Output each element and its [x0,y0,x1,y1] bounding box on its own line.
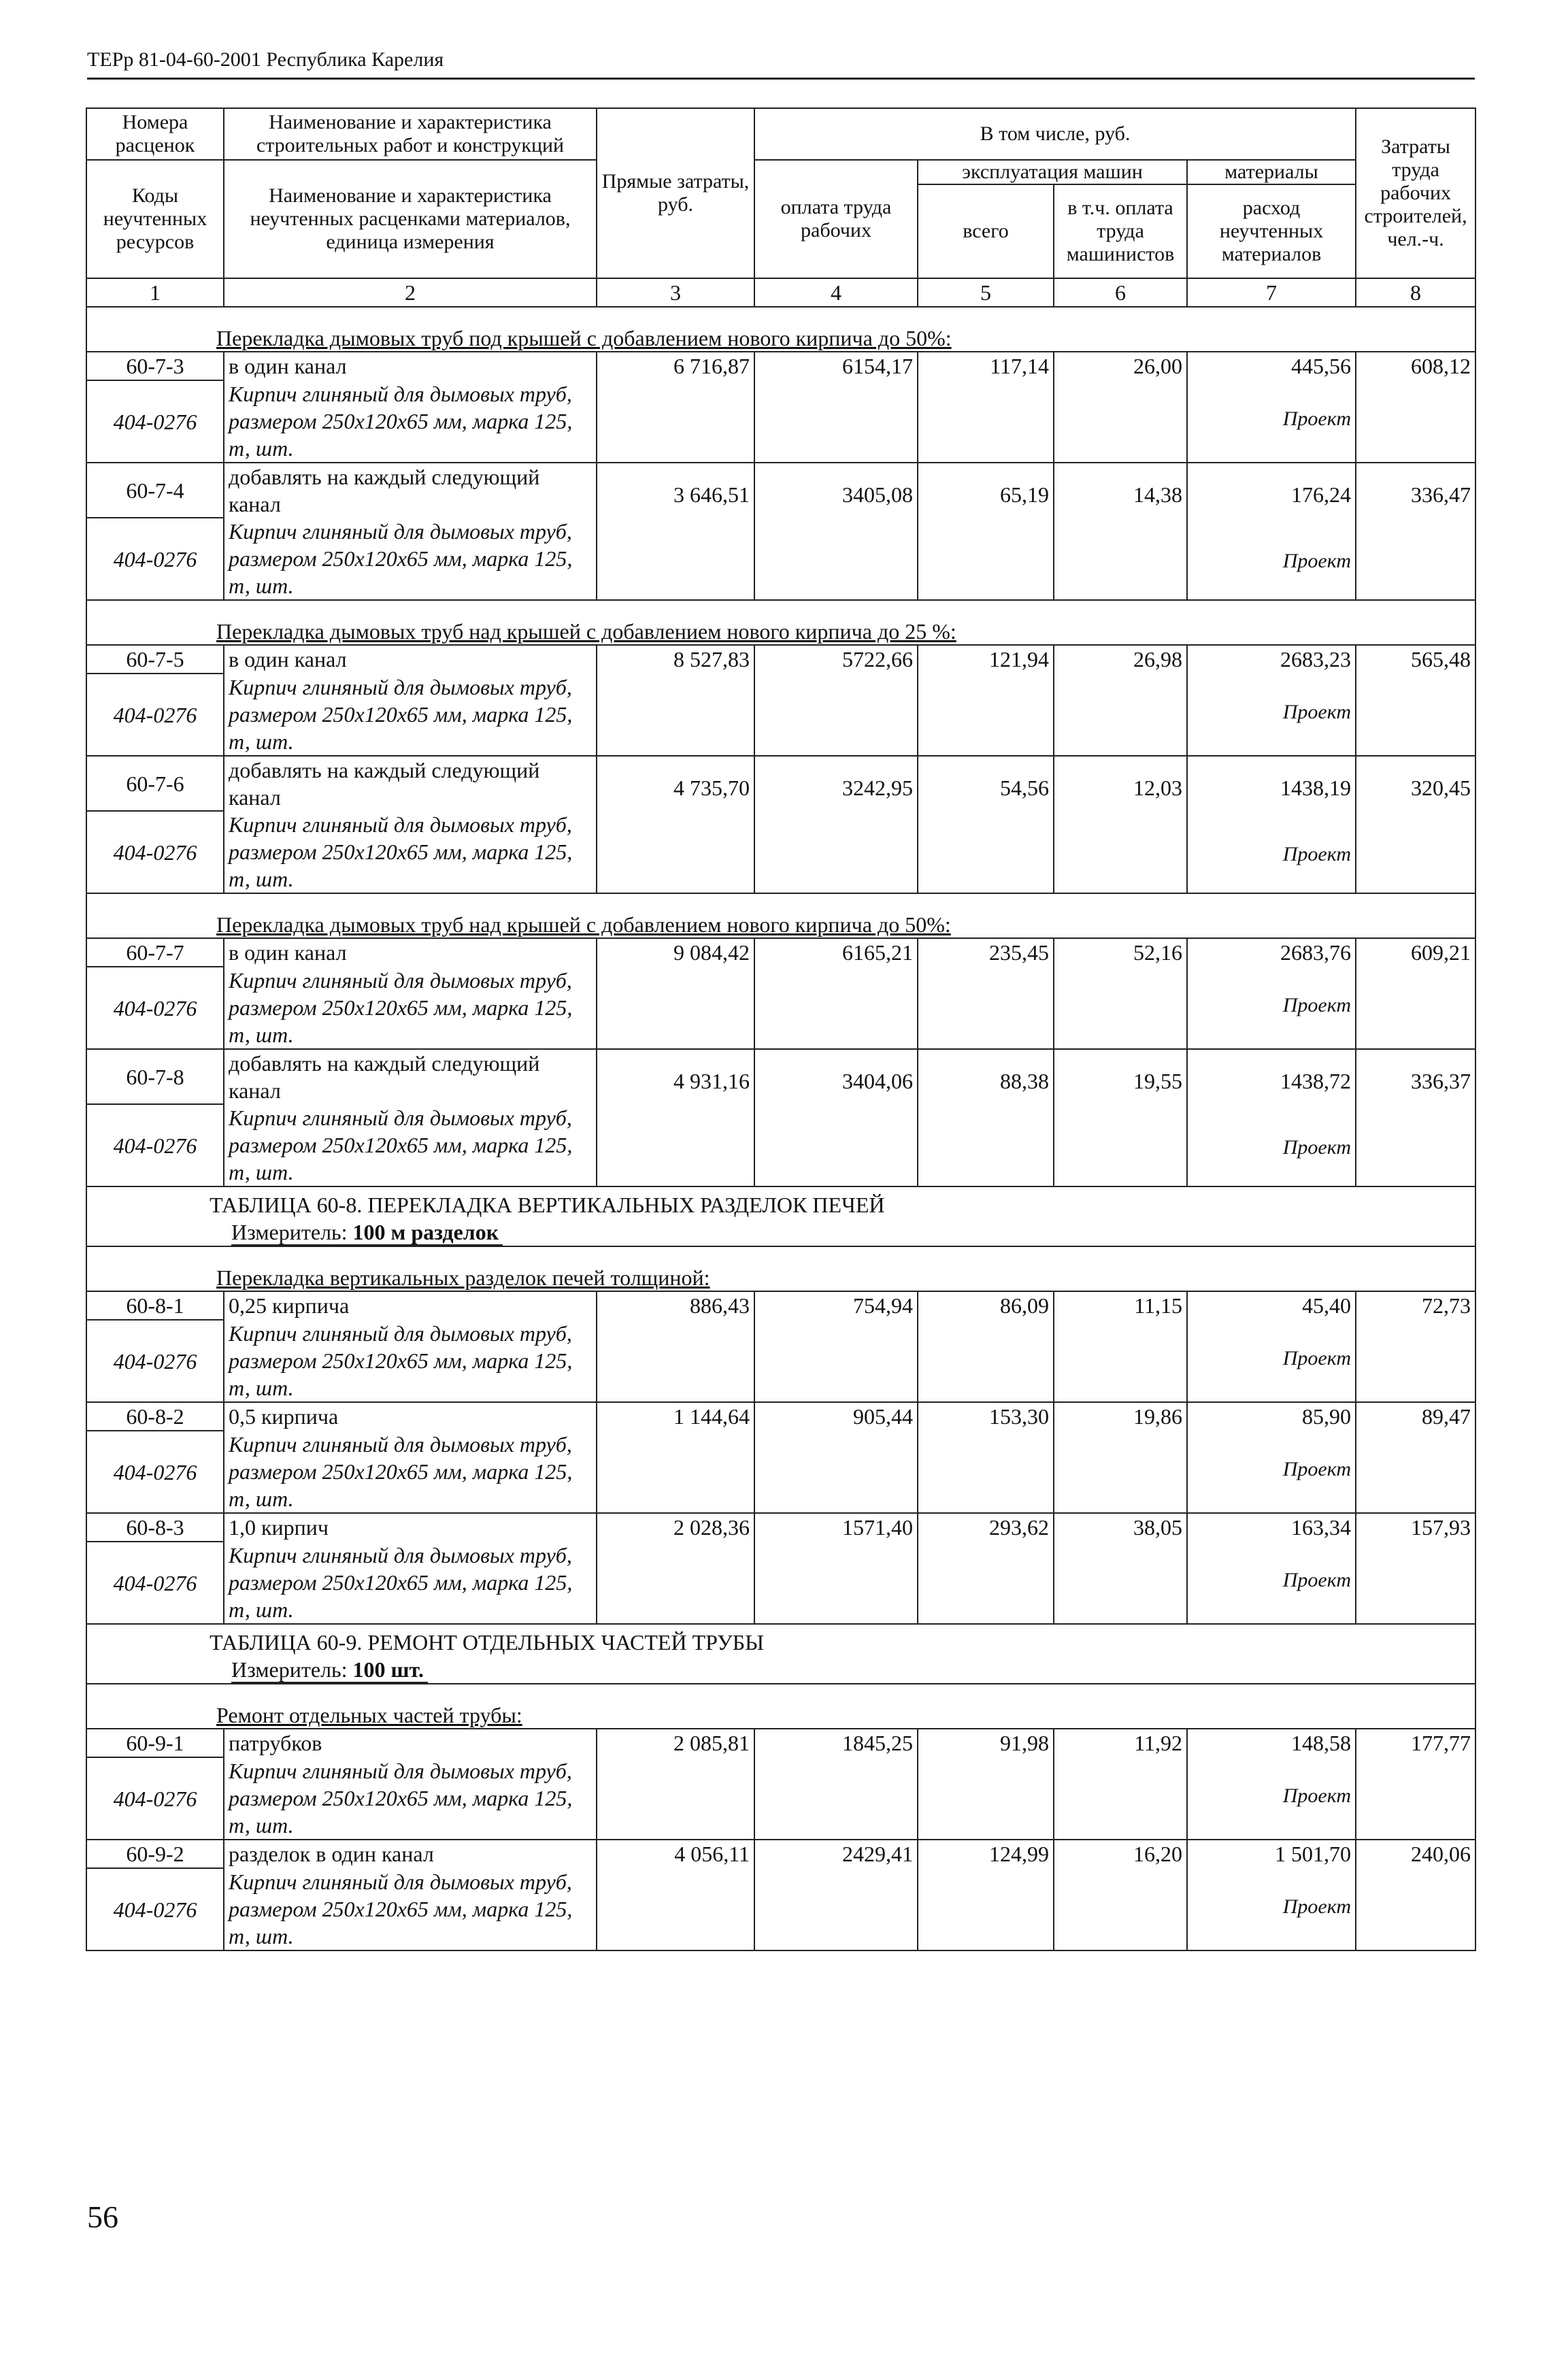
table-row [86,463,1475,518]
rates-table [86,107,1476,1951]
work-name: добавлять на каждый следующий канал [224,756,597,811]
labor-hours: 609,21 [1356,938,1475,1049]
direct-cost: 9 084,42 [597,938,754,1049]
machinist-labor-cost: 26,00 [1054,352,1187,463]
table-row [86,645,1475,674]
section-title-row [86,1684,1475,1729]
materials-cost-value: 1 501,70 [1275,1842,1352,1866]
direct-cost: 4 735,70 [597,756,754,893]
machinist-labor-cost: 38,05 [1054,1513,1187,1624]
work-name: добавлять на каждый следующий канал [224,1049,597,1104]
resource-code: 404-0276 [86,1431,224,1513]
materials-cost-value: 163,34 [1291,1515,1352,1540]
section-title-text: Перекладка дымовых труб под крышей с добавлением нового кирпича до 50%: [216,326,952,350]
col-header-3: Прямые затраты, руб. [597,108,754,278]
materials-cost-value: 1438,19 [1280,776,1352,800]
col-header-6: в т.ч. оплата труда машинистов [1054,184,1187,278]
work-name: патрубков [224,1729,597,1757]
rate-code: 60-9-1 [86,1729,224,1757]
section-title [86,307,1475,352]
work-name: 0,25 кирпича [224,1291,597,1320]
table-row [86,1840,1475,1868]
section-title-row [86,1246,1475,1291]
machine-cost: 54,56 [918,756,1054,893]
resource-description: Кирпич глиняный для дымовых труб, размером 250х120х65 мм, марка 125, т, шт. [224,811,597,893]
unaccounted-material-project: Проект [1282,843,1352,865]
labor-cost: 6154,17 [754,352,918,463]
resource-code: 404-0276 [86,380,224,463]
table-measure-row [86,1656,1475,1684]
direct-cost: 886,43 [597,1291,754,1402]
resource-code: 404-0276 [86,1320,224,1402]
rate-code: 60-7-8 [86,1049,224,1104]
rate-code: 60-7-6 [86,756,224,811]
materials-cost [1187,1049,1356,1186]
section-title [86,893,1475,938]
work-name: 0,5 кирпича [224,1402,597,1431]
measure-label: Измеритель: [231,1657,348,1682]
table-measure [86,1218,1475,1246]
materials-cost [1187,1402,1356,1513]
materials-cost [1187,1513,1356,1624]
unaccounted-material-project: Проект [1282,1784,1352,1807]
labor-cost: 1571,40 [754,1513,918,1624]
machinist-labor-cost: 11,15 [1054,1291,1187,1402]
labor-hours: 240,06 [1356,1840,1475,1950]
materials-cost [1187,352,1356,463]
table-row [86,1402,1475,1431]
table-title-row [86,1624,1475,1656]
resource-description: Кирпич глиняный для дымовых труб, размером 250х120х65 мм, марка 125, т, шт. [224,1320,597,1402]
machine-cost: 153,30 [918,1402,1054,1513]
table-row [86,756,1475,811]
direct-cost: 3 646,51 [597,463,754,600]
resource-code: 404-0276 [86,674,224,756]
resource-code: 404-0276 [86,967,224,1049]
labor-hours: 72,73 [1356,1291,1475,1402]
direct-cost: 2 028,36 [597,1513,754,1624]
machine-cost: 88,38 [918,1049,1054,1186]
col-number: 5 [918,278,1054,307]
table-measure-row [86,1218,1475,1246]
materials-cost-value: 1438,72 [1280,1069,1352,1093]
measure-value: 100 шт. [352,1657,424,1682]
table-measure [86,1656,1475,1684]
rate-code: 60-7-7 [86,938,224,967]
resource-description: Кирпич глиняный для дымовых труб, размером 250х120х65 мм, марка 125, т, шт. [224,518,597,600]
col-header-1-top: Номера расценок [86,108,224,160]
table-title: ТАБЛИЦА 60-8. ПЕРЕКЛАДКА ВЕРТИКАЛЬНЫХ РАЗДЕЛОК ПЕЧЕЙ [86,1186,1475,1218]
direct-cost: 6 716,87 [597,352,754,463]
unaccounted-material-project: Проект [1282,550,1352,572]
work-name: в один канал [224,645,597,674]
col-number: 4 [754,278,918,307]
rate-code: 60-7-3 [86,352,224,380]
section-title-row [86,600,1475,645]
col-number: 1 [86,278,224,307]
col-header-8: Затраты труда рабочих строителей, чел.-ч. [1356,108,1475,278]
labor-hours: 320,45 [1356,756,1475,893]
resource-description: Кирпич глиняный для дымовых труб, размером 250х120х65 мм, марка 125, т, шт. [224,967,597,1049]
table-row [86,1513,1475,1542]
col-header-1-bottom: Коды неучтенных ресурсов [86,160,224,278]
materials-cost [1187,463,1356,600]
resource-description: Кирпич глиняный для дымовых труб, размером 250х120х65 мм, марка 125, т, шт. [224,674,597,756]
rate-code: 60-7-5 [86,645,224,674]
resource-description: Кирпич глиняный для дымовых труб, размером 250х120х65 мм, марка 125, т, шт. [224,1757,597,1840]
resource-code: 404-0276 [86,1757,224,1840]
section-title [86,1246,1475,1291]
machinist-labor-cost: 14,38 [1054,463,1187,600]
section-title [86,1684,1475,1729]
col-number: 7 [1187,278,1356,307]
labor-cost: 2429,41 [754,1840,918,1950]
section-title-text: Перекладка вертикальных разделок печей толщиной: [216,1265,710,1290]
labor-hours: 608,12 [1356,352,1475,463]
machine-cost: 117,14 [918,352,1054,463]
labor-cost: 3242,95 [754,756,918,893]
unaccounted-material-project: Проект [1282,408,1352,430]
work-name: 1,0 кирпич [224,1513,597,1542]
direct-cost: 4 931,16 [597,1049,754,1186]
materials-cost [1187,1291,1356,1402]
materials-cost-value: 2683,76 [1280,940,1352,965]
machine-cost: 86,09 [918,1291,1054,1402]
machinist-labor-cost: 12,03 [1054,756,1187,893]
labor-hours: 565,48 [1356,645,1475,756]
col-header-7: расход неучтенных материалов [1187,184,1356,278]
section-title-row [86,893,1475,938]
labor-cost: 3404,06 [754,1049,918,1186]
resource-description: Кирпич глиняный для дымовых труб, размером 250х120х65 мм, марка 125, т, шт. [224,1104,597,1186]
machine-cost: 124,99 [918,1840,1054,1950]
rate-code: 60-8-3 [86,1513,224,1542]
unaccounted-material-project: Проект [1282,701,1352,723]
labor-hours: 157,93 [1356,1513,1475,1624]
resource-code: 404-0276 [86,518,224,600]
page-number: 56 [87,2199,118,2234]
labor-cost: 1845,25 [754,1729,918,1840]
resource-description: Кирпич глиняный для дымовых труб, размером 250х120х65 мм, марка 125, т, шт. [224,1868,597,1950]
materials-cost-value: 45,40 [1302,1293,1352,1318]
table-row [86,1291,1475,1320]
rate-code: 60-9-2 [86,1840,224,1868]
section-title [86,600,1475,645]
labor-cost: 905,44 [754,1402,918,1513]
table-row [86,938,1475,967]
machine-cost: 65,19 [918,463,1054,600]
section-title-row [86,307,1475,352]
unaccounted-material-project: Проект [1282,1569,1352,1591]
direct-cost: 1 144,64 [597,1402,754,1513]
labor-hours: 89,47 [1356,1402,1475,1513]
materials-cost [1187,645,1356,756]
col-number: 3 [597,278,754,307]
machine-cost: 293,62 [918,1513,1054,1624]
direct-cost: 4 056,11 [597,1840,754,1950]
col-header-5: всего [918,184,1054,278]
rate-code: 60-7-4 [86,463,224,518]
measure-value: 100 м разделок [352,1220,499,1244]
machinist-labor-cost: 19,55 [1054,1049,1187,1186]
col-header-2-bottom: Наименование и характеристика неучтенных расценками материалов, единица измерения [224,160,597,278]
materials-cost [1187,756,1356,893]
resource-code: 404-0276 [86,1104,224,1186]
machinist-labor-cost: 52,16 [1054,938,1187,1049]
resource-code: 404-0276 [86,1542,224,1624]
col-number: 6 [1054,278,1187,307]
materials-cost [1187,938,1356,1049]
materials-cost-value: 85,90 [1302,1404,1352,1429]
measure-label: Измеритель: [231,1220,348,1244]
materials-cost-value: 148,58 [1291,1731,1352,1755]
resource-description: Кирпич глиняный для дымовых труб, размером 250х120х65 мм, марка 125, т, шт. [224,1431,597,1513]
table-title-row [86,1186,1475,1218]
table-row [86,1049,1475,1104]
materials-cost-value: 2683,23 [1280,647,1352,671]
col-header-materials: материалы [1187,160,1356,184]
rate-code: 60-8-2 [86,1402,224,1431]
labor-cost: 3405,08 [754,463,918,600]
unaccounted-material-project: Проект [1282,1136,1352,1159]
materials-cost [1187,1840,1356,1950]
col-header-2-top: Наименование и характеристика строительных работ и конструкций [224,108,597,160]
machinist-labor-cost: 16,20 [1054,1840,1187,1950]
machinist-labor-cost: 26,98 [1054,645,1187,756]
table-row [86,1729,1475,1757]
materials-cost [1187,1729,1356,1840]
labor-hours: 336,47 [1356,463,1475,600]
labor-hours: 336,37 [1356,1049,1475,1186]
section-title-text: Перекладка дымовых труб над крышей с добавлением нового кирпича до 50%: [216,912,951,937]
section-title-text: Перекладка дымовых труб над крышей с добавлением нового кирпича до 25 %: [216,619,956,644]
labor-hours: 177,77 [1356,1729,1475,1840]
column-numbers-row [86,278,1475,307]
col-number: 8 [1356,278,1475,307]
col-header-machines: эксплуатация машин [918,160,1187,184]
col-number: 2 [224,278,597,307]
table-row [86,352,1475,380]
work-name: в один канал [224,352,597,380]
direct-cost: 8 527,83 [597,645,754,756]
col-header-group: В том числе, руб. [754,108,1356,160]
resource-code: 404-0276 [86,1868,224,1950]
materials-cost-value: 445,56 [1291,354,1352,378]
work-name: в один канал [224,938,597,967]
resource-description: Кирпич глиняный для дымовых труб, размером 250х120х65 мм, марка 125, т, шт. [224,1542,597,1624]
unaccounted-material-project: Проект [1282,994,1352,1016]
labor-cost: 754,94 [754,1291,918,1402]
unaccounted-material-project: Проект [1282,1458,1352,1480]
section-title-text: Ремонт отдельных частей трубы: [216,1703,522,1727]
labor-cost: 6165,21 [754,938,918,1049]
labor-cost: 5722,66 [754,645,918,756]
machine-cost: 91,98 [918,1729,1054,1840]
col-header-4: оплата труда рабочих [754,160,918,278]
document-header: ТЕРр 81-04-60-2001 Республика Карелия [87,42,1475,80]
materials-cost-value: 176,24 [1291,482,1352,507]
resource-code: 404-0276 [86,811,224,893]
machinist-labor-cost: 11,92 [1054,1729,1187,1840]
machine-cost: 121,94 [918,645,1054,756]
machinist-labor-cost: 19,86 [1054,1402,1187,1513]
table-title: ТАБЛИЦА 60-9. РЕМОНТ ОТДЕЛЬНЫХ ЧАСТЕЙ ТРУБЫ [86,1624,1475,1656]
work-name: разделок в один канал [224,1840,597,1868]
unaccounted-material-project: Проект [1282,1895,1352,1918]
rate-code: 60-8-1 [86,1291,224,1320]
machine-cost: 235,45 [918,938,1054,1049]
direct-cost: 2 085,81 [597,1729,754,1840]
work-name: добавлять на каждый следующий канал [224,463,597,518]
resource-description: Кирпич глиняный для дымовых труб, размером 250х120х65 мм, марка 125, т, шт. [224,380,597,463]
unaccounted-material-project: Проект [1282,1347,1352,1369]
